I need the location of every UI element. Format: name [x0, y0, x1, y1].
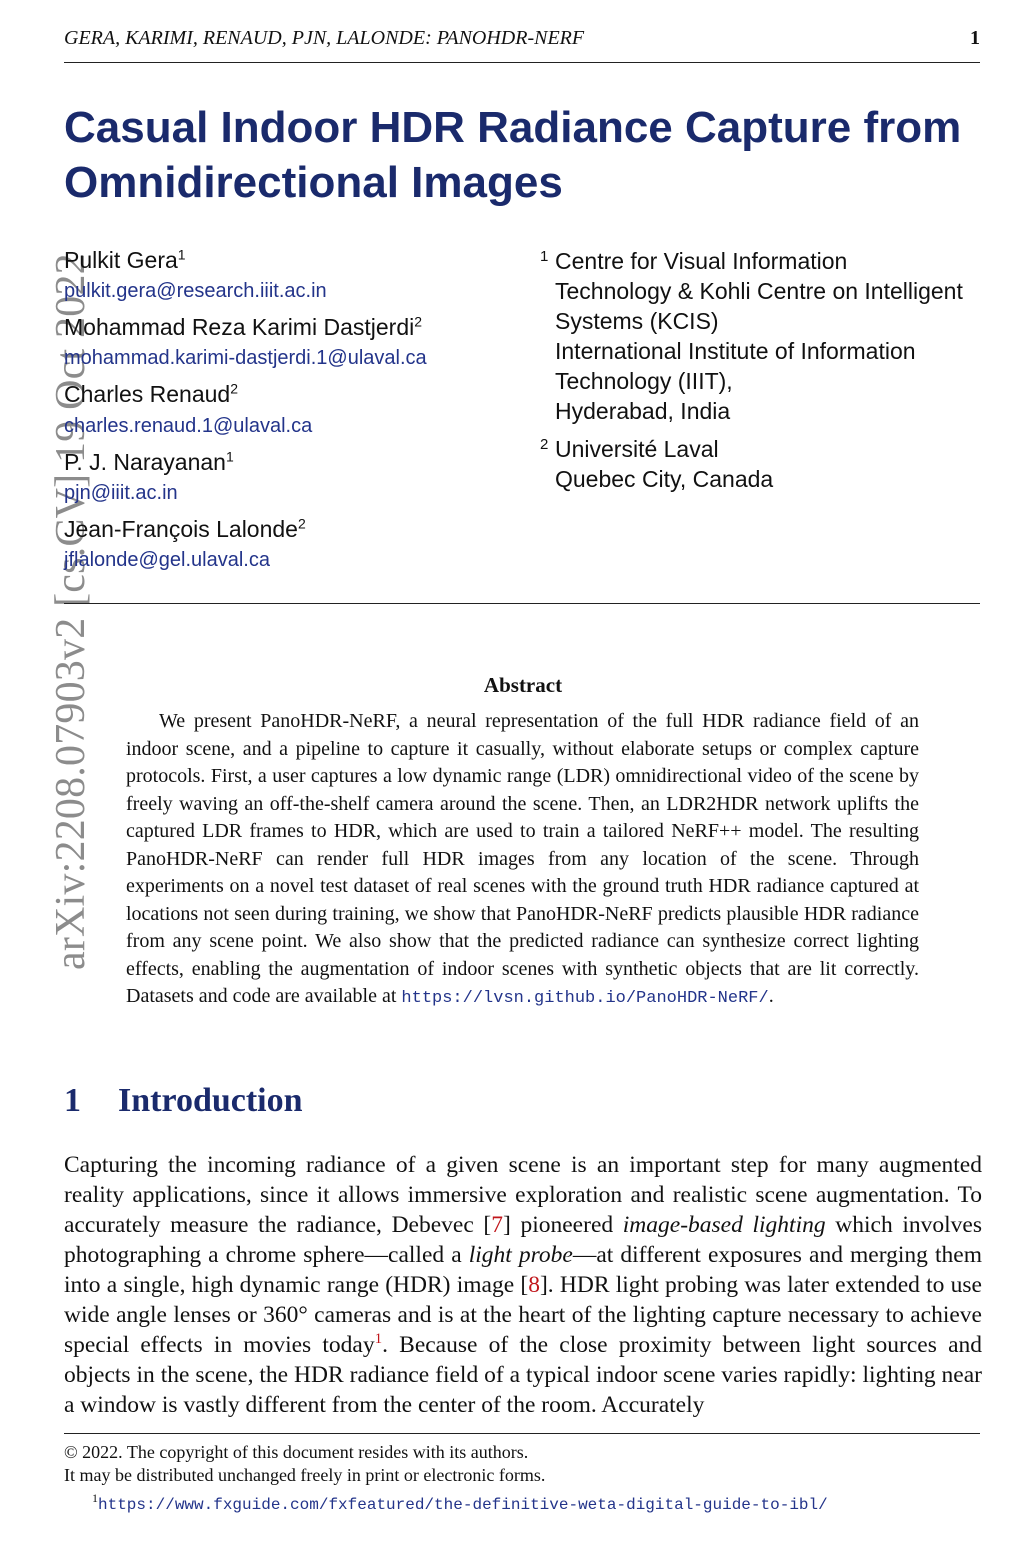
author-email[interactable]: mohammad.karimi-dastjerdi.1@ulaval.ca	[64, 347, 427, 369]
affiliation-line: Systems (KCIS)	[555, 308, 719, 334]
abstract-text: We present PanoHDR-NeRF, a neural representation of the full HDR radiance field of an indoor scene, and a pipeline to capture it casually, without elaborate setups or complex capture protocols. First, a user captures a low dynamic range (LDR) omnidirectional video of the scene by freely waving an off-the-shelf camera around the scene. Then, an LDR2HDR network uplifts the captured LDR frames to HDR, which are used to train a tailored NeRF++ model. The resulting PanoHDR-NeRF can render full HDR images from any location of the scene. Through experiments on a novel test dataset of real scenes with the ground truth HDR radiance captured at locations not seen during training, we show that PanoHDR-NeRF predicts plausible HDR radiance from any scene point. We also show that the predicted radiance can synthesize correct lighting effects, enabling the augmentation of indoor scenes with synthetic objects that are lit correctly. Datasets and code are available at	[126, 710, 919, 1007]
affiliation-line: Technology (IIIT),	[555, 368, 733, 394]
author-name: Charles Renaud$^2$	[64, 380, 239, 407]
affiliation-line: Hyderabad, India	[555, 398, 731, 424]
running-head-authors: GERA, KARIMI, RENAUD, PJN, LALONDE: PANOHDR-NERF	[64, 27, 585, 49]
author-name: P. J. Narayanan$^1$	[64, 448, 234, 475]
affiliation-mark: 2	[540, 436, 549, 453]
distribution-notice: It may be distributed unchanged freely in print or electronic forms.	[64, 1465, 546, 1485]
abstract-body: We present PanoHDR-NeRF, a neural representation of the full HDR radiance field of an indoor scene, and a pipeline to capture it casually, without elaborate setups or complex capture protocols. First, a user captures a low dynamic range (LDR) omnidirectional video of the scene by freely waving an off-the-shelf camera around the scene. Then, an LDR2HDR network uplifts the captured LDR frames to HDR, which are used to train a tailored NeRF++ model. The resulting PanoHDR-NeRF can render full HDR images from any location of the scene. Through experiments on a novel test dataset of real scenes with the ground truth HDR radiance captured at locations not seen during training, we show that PanoHDR-NeRF predicts plausible HDR radiance from any scene point. We also show that the predicted radiance can synthesize correct lighting effects, enabling the augmentation of indoor scenes with synthetic objects that are lit correctly. Datasets and code are available at https://lvsn.github.io/PanoHDR-NeRF/.	[126, 710, 919, 1008]
footnote: $^1$https://www.fxguide.com/fxfeatured/the-definitive-weta-digital-guide-to-ibl/	[92, 1491, 828, 1514]
affiliation	[540, 434, 1010, 494]
section-heading	[64, 1082, 303, 1120]
footnote-link[interactable]: 1	[374, 1331, 383, 1348]
footnote-rule	[64, 1433, 980, 1434]
author-name: Jean-François Lalonde$^2$	[64, 515, 306, 542]
affiliation	[540, 246, 1010, 426]
affiliation-line: International Institute of Information	[555, 338, 916, 364]
affiliation-line: Université Laval	[555, 436, 719, 462]
citation-link[interactable]: 8	[528, 1272, 540, 1298]
arxiv-watermark: arXiv:2208.07903v2 [cs.CV] 19 Oct 2022	[48, 253, 94, 970]
abstract-heading: Abstract	[483, 673, 563, 697]
title-block-rule	[64, 603, 980, 604]
citation-link[interactable]: 7	[491, 1212, 503, 1238]
affiliation-line: Technology & Kohli Centre on Intelligent	[555, 278, 963, 304]
author-email[interactable]: jflalonde@gel.ulaval.ca	[64, 549, 270, 571]
author-name: Mohammad Reza Karimi Dastjerdi$^2$	[64, 313, 423, 340]
section-number: 1	[64, 1082, 81, 1119]
affiliation-mark: 1	[540, 248, 549, 265]
affiliation-line: Quebec City, Canada	[555, 466, 774, 492]
footnote-url[interactable]: https://www.fxguide.com/fxfeatured/the-definitive-weta-digital-guide-to-ibl/	[98, 1496, 828, 1514]
footnotes	[64, 1441, 994, 1517]
header-rule	[64, 62, 980, 63]
paper-title: Casual Indoor HDR Radiance Capture from Omnidirectional Images	[64, 103, 962, 207]
author-email[interactable]: charles.renaud.1@ulaval.ca	[64, 415, 313, 437]
author-email[interactable]: pulkit.gera@research.iiit.ac.in	[64, 280, 327, 302]
author-email[interactable]: pjn@iiit.ac.in	[64, 482, 178, 504]
author-name: Pulkit Gera$^1$	[64, 246, 186, 273]
running-head	[64, 27, 980, 53]
intro-paragraph: Capturing the incoming radiance of a given scene is an important step for many augmented reality applications, since it allows immersive exploration and realistic scene augmentation. To accurately measure the radiance, Debevec [7] pioneered image-based lighting which involves photographing a chrome sphere—called a light probe—at different exposures and merging them into a single, high dynamic range (HDR) image [8]. HDR light probing was later extended to use wide angle lenses or 360° cameras and is at the heart of the lighting capture necessary to achieve special effects in movies today$^1$. Because of the close proximity between light sources and objects in the scene, the HDR radiance field of a typical indoor scene varies rapidly: lighting near a window is vastly different from the center of the room. Accurately	[64, 1152, 983, 1418]
page-number: 1	[970, 27, 980, 49]
affiliations	[540, 246, 1010, 502]
copyright-notice: © 2022. The copyright of this document resides with its authors.	[64, 1442, 529, 1462]
code-link[interactable]: https://lvsn.github.io/PanoHDR-NeRF/	[401, 989, 769, 1008]
section-title: Introduction	[118, 1082, 303, 1119]
affiliation-line: Centre for Visual Information	[555, 248, 848, 274]
